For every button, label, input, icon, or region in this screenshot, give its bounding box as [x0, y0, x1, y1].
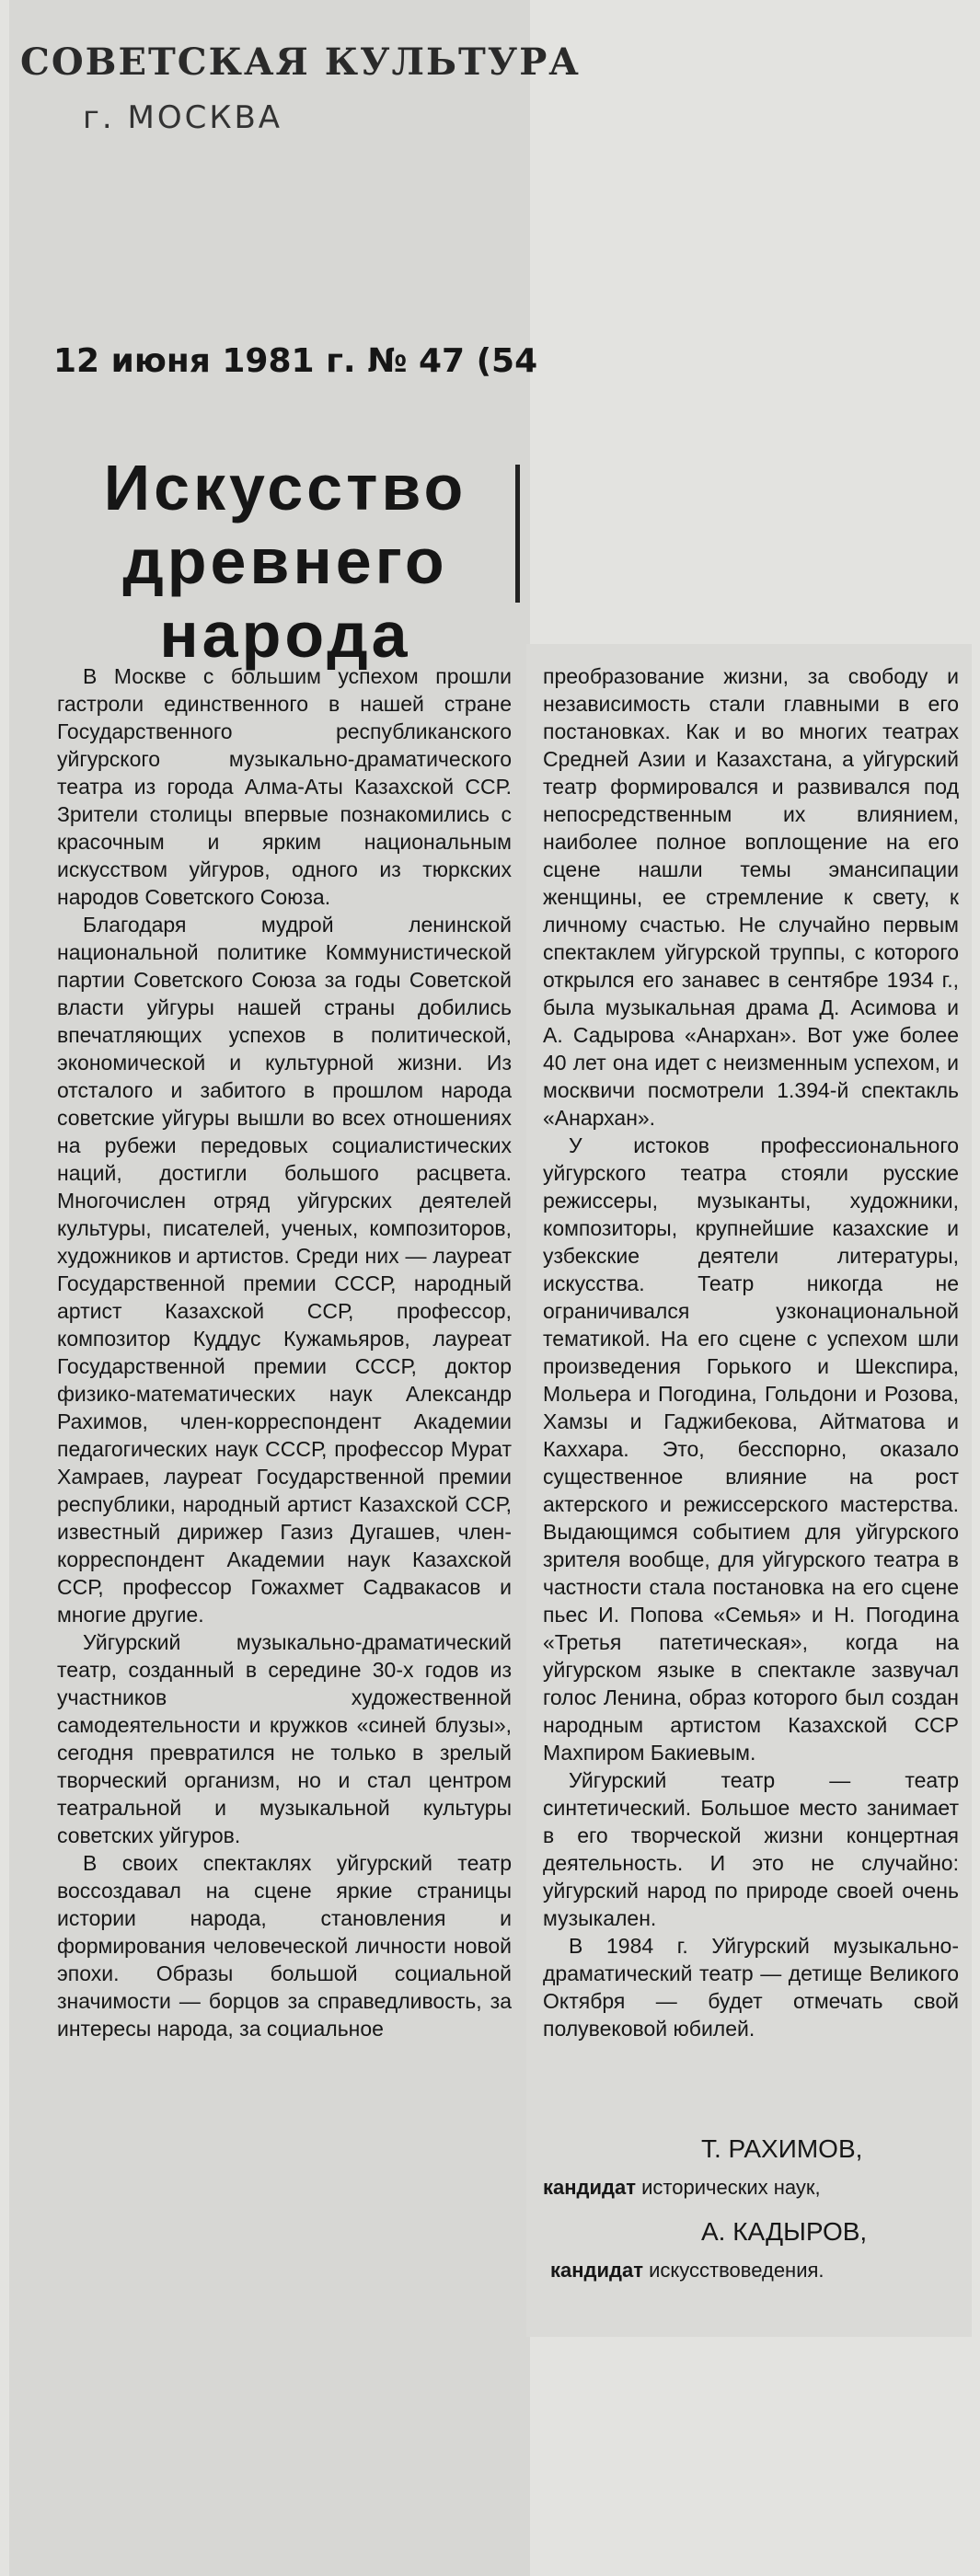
author-title-1	[543, 2176, 821, 2200]
article-headline	[55, 451, 515, 672]
paragraph: Уйгурский театр — театр синтетический. Большое место занимает в его творческой жизни концертная деятельность. И это не случайно: уйгурский народ по природе своей очень музыкален.	[543, 1768, 959, 1930]
article-column-right	[543, 662, 959, 2042]
city-stamp: г. МОСКВА	[83, 99, 283, 136]
paragraph: В 1984 г. Уйгурский музыкально-драматический театр — детище Великого Октября — будет отмечать свой полувековой юбилей.	[543, 1934, 959, 2041]
paragraph: В своих спектаклях уйгурский театр воссоздавал на сцене яркие страницы истории народа, становления и формирования человеческой личности новой эпохи. Образы большой социальной значимости — борцов за справедливость, за интересы народа, за социальное	[57, 1851, 512, 2041]
article-column-left	[57, 662, 512, 2042]
author-title-2-degree: кандидат	[550, 2259, 643, 2282]
author-title-1-degree: кандидат	[543, 2176, 636, 2199]
newspaper-name-stamp: СОВЕТСКАЯ КУЛЬТУРА	[20, 40, 581, 84]
issue-date-line: 12 июня 1981 г. № 47 (54	[53, 342, 538, 380]
paragraph: В Москве с большим успехом прошли гастроли единственного в нашей стране Государственного республиканского уйгурского музыкально-драматического театра из города Алма-Аты Казахской ССР. Зрители столицы впервые познакомились с красочным и ярким национальным искусством уйгуров, одного из тюркских народов Советского Союза.	[57, 664, 512, 909]
paragraph: Уйгурский музыкально-драматический театр, созданный в середине 30-х годов из участников художественной самодеятельности и кружков «синей блузы», сегодня превратился не только в зрелый творческий организм, но и стал центром театральной и музыкальной культуры советских уйгуров.	[57, 1630, 512, 1847]
author-name-2: А. КАДЫРОВ,	[701, 2217, 868, 2246]
headline-line-2: древнего	[122, 525, 448, 597]
paragraph-continued: преобразование жизни, за свободу и независимость стали главными в его постановках. Как и во многих театрах Средней Азии и Казахстана, а уйгурский театр формировался и развивался под непосредственным их влиянием, наиболее полное воплощение на его сцене нашли темы эмансипации женщины, ее стремление к свету, к личному счастью. Не случайно первым спектаклем уйгурской труппы, с которого открылся его занавес в сентябре 1934 г., была музыкальная драма Д. Асимова и А. Садырова «Анархан». Вот уже более 40 лет она идет с неизменным успехом, и москвичи посмотрели 1.394-й спектакль «Анархан».	[543, 664, 959, 1130]
headline-line-1: Искусство	[103, 452, 467, 523]
author-title-2-field: искусствоведения.	[649, 2259, 824, 2282]
paragraph: Благодаря мудрой ленинской национальной политике Коммунистической партии Советского Союза за годы Советской власти уйгуры нашей страны добились впечатляющих успехов в политической, экономической и культурной жизни. Из отсталого и забитого в прошлом народа советские уйгуры вышли во всех отношениях на рубежи передовых социалистических наций, достигли большого расцвета. Многочислен отряд уйгурских деятелей культуры, писателей, ученых, композиторов, художников и артистов. Среди них — лауреат Государственной премии СССР, народный артист Казахской ССР, профессор, композитор Куддус Кужамьяров, лауреат Государственной премии СССР, доктор физико-математических наук Александр Рахимов, член-корреспондент Академии педагогических наук СССР, профессор Мурат Хамраев, лауреат Государственной премии республики, народный артист Казахской ССР, известный дирижер Газиз Дугашев, член-корреспондент Академии наук Казахской ССР, профессор Гожахмет Садвакасов и многие другие.	[57, 913, 512, 1627]
author-name-1: Т. РАХИМОВ,	[701, 2134, 863, 2163]
author-title-1-field: исторических наук,	[641, 2176, 821, 2199]
paragraph: У истоков профессионального уйгурского театра стояли русские режиссеры, музыканты, художники, композиторы, крупнейшие казахские и узбекские деятели литературы, искусства. Театр никогда не ограничивался узконациональной тематикой. На его сцене с успехом шли произведения Горького и Шекспира, Мольера и Погодина, Гольдони и Розова, Хамзы и Гаджибекова, Айтматова и Каххара. Это, бесспорно, оказало существенное влияние на рост актерского и режиссерского мастерства. Выдающимся событием для уйгурского зрителя вообще, для уйгурского театра в частности стала постановка на его сцене пьес И. Попова «Семья» и Н. Погодина «Третья патетическая», когда на уйгурском языке в спектакле зазвучал голос Ленина, образ которого был создан народным артистом Казахской ССР Махпиром Бакиевым.	[543, 1133, 959, 1765]
headline-side-rule	[515, 465, 520, 603]
headline-line-3: народа	[159, 599, 411, 671]
author-title-2	[550, 2259, 824, 2283]
